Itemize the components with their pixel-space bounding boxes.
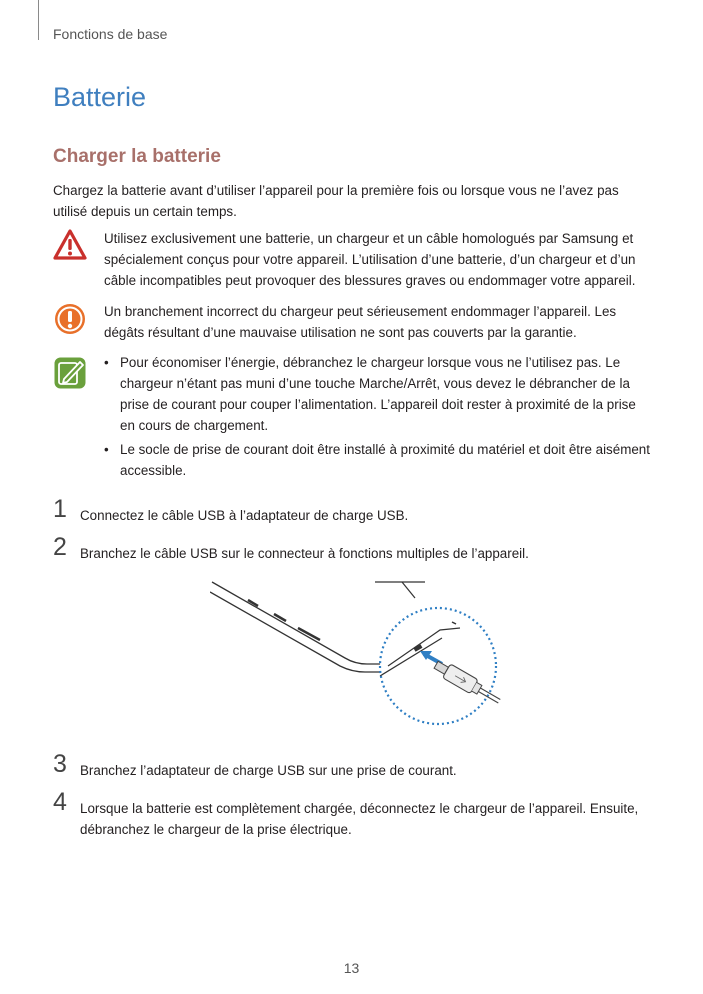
list-item [104, 352, 654, 436]
intro-paragraph: Chargez la batterie avant d’utiliser l’appareil pour la première fois ou lorsque vous ne l’avez pas utilisé depuis un certain temps. [53, 183, 619, 219]
step-text: Connectez le câble USB à l’adaptateur de charge USB. [80, 508, 409, 523]
caution-note: Un branchement incorrect du chargeur peut sérieusement endommager l’appareil. Les dégâts résultant d’une mauvaise utilisation ne sont pas couverts par la garantie. [104, 304, 617, 340]
tips-list [104, 352, 654, 484]
pencil-note-icon [53, 356, 87, 390]
header-rule [38, 0, 39, 40]
step-number: 1 [53, 495, 67, 523]
tip-text: Pour économiser l’énergie, débranchez le chargeur lorsque vous ne l’utilisez pas. Le chargeur n’étant pas muni d’une touche Marche/Arrêt, vous devez le débrancher de la prise de courant pour couper l’alimentation. L’appareil doit rester à proximité de la prise en cours de chargement. [120, 355, 636, 433]
list-item [104, 439, 654, 481]
bullet-dot-icon: • [104, 442, 109, 457]
step-number: 2 [53, 533, 67, 561]
step-text: Branchez l’adaptateur de charge USB sur une prise de courant. [80, 763, 457, 778]
page-title: Batterie [53, 82, 147, 112]
exclamation-circle-icon [53, 302, 87, 336]
step-number: 4 [53, 788, 67, 816]
warning-note: Utilisez exclusivement une batterie, un chargeur et un câble homologués par Samsung et spécialement conçus pour votre appareil. L’utilisation d’une batterie, d’un chargeur et d’un câble incompatibles peut provoquer des blessures graves ou endommager votre appareil. [104, 231, 636, 288]
warning-triangle-icon [53, 229, 87, 261]
section-title: Charger la batterie [53, 146, 221, 167]
tip-text: Le socle de prise de courant doit être installé à proximité du matériel et doit être aisément accessible. [120, 442, 650, 478]
step-text: Branchez le câble USB sur le connecteur à fonctions multiples de l’appareil. [80, 546, 529, 561]
running-header: Fonctions de base [53, 26, 168, 42]
step-number: 3 [53, 750, 67, 778]
charging-illustration [210, 578, 505, 743]
step-text: Lorsque la batterie est complètement chargée, déconnectez le chargeur de l’appareil. Ensuite, débranchez le chargeur de la prise électrique. [80, 801, 639, 837]
bullet-dot-icon: • [104, 355, 109, 370]
page-number: 13 [343, 960, 360, 976]
